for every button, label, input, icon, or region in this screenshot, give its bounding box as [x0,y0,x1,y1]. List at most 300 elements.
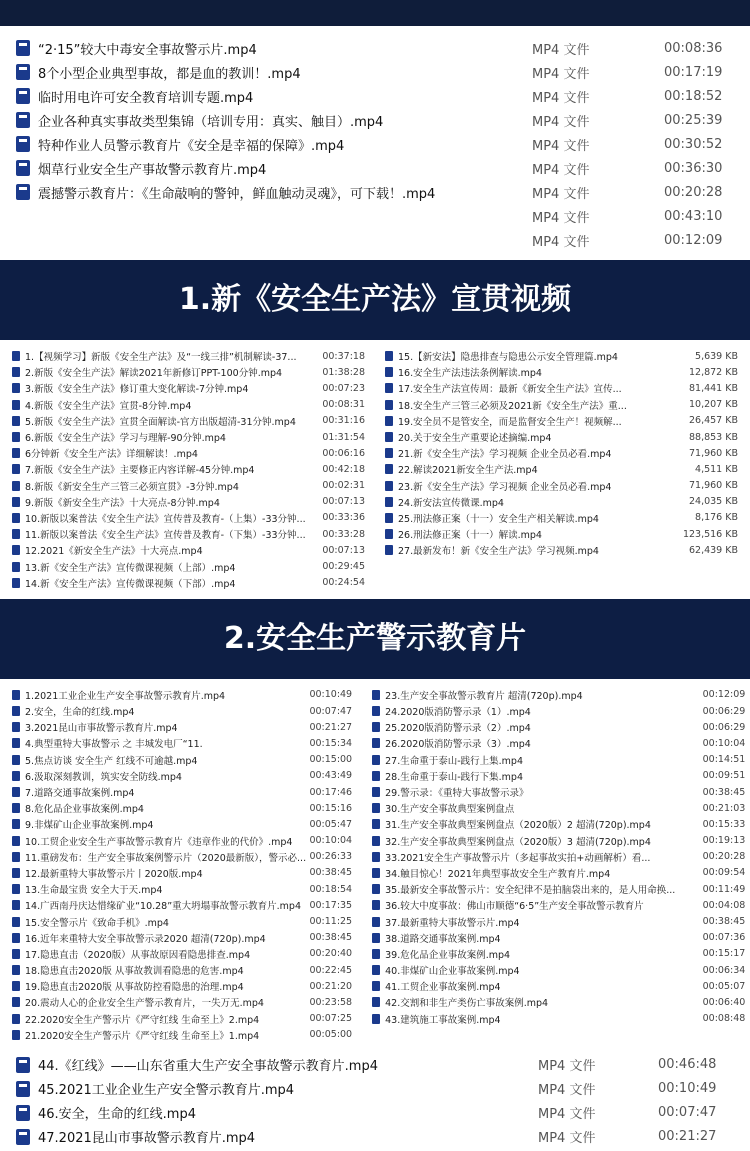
file-name: 4.新版《安全生产法》宣贯-8分钟.mp4 [25,400,192,412]
video-file-icon [12,481,20,491]
video-file-icon [372,771,380,781]
video-file-icon [12,545,20,555]
file-row[interactable] [372,735,745,751]
file-meta: 71,960 KB [688,480,738,492]
video-file-icon [385,367,393,377]
file-meta: 88,853 KB [688,431,738,443]
file-row[interactable] [12,510,365,526]
file-row[interactable] [12,397,365,413]
file-name: 烟草行业安全生产事故警示教育片.mp4 [38,162,267,178]
file-meta: 00:07:47 [309,705,353,717]
file-row[interactable] [385,397,738,413]
file-name: 8.危化品企业事故案例.mp4 [25,804,144,816]
file-meta: 01:38:28 [322,366,365,378]
file-duration: 00:20:28 [664,184,723,200]
file-type: MP4 文件 [538,1059,596,1075]
video-file-icon [16,1081,30,1097]
file-type: MP4 文件 [532,162,590,178]
video-file-icon [12,351,20,361]
file-meta: 00:15:00 [309,754,353,766]
file-row[interactable] [12,913,352,929]
file-meta: 71,960 KB [688,447,738,459]
file-row[interactable] [0,1077,750,1101]
file-row[interactable] [372,687,745,703]
video-file-icon [12,997,20,1007]
file-meta: 00:38:45 [702,786,746,798]
video-file-icon [12,868,20,878]
file-row[interactable] [372,881,745,897]
file-name: 4.典型重特大事故警示 之 丰城发电厂“11. [25,739,203,751]
file-meta: 00:37:18 [322,350,365,362]
file-row[interactable] [385,461,738,477]
video-file-icon [385,529,393,539]
file-row[interactable] [12,930,352,946]
file-name: 38.道路交通事故案例.mp4 [385,933,501,945]
file-name: 45.2021工业企业生产安全警示教育片.mp4 [38,1083,295,1099]
file-name: 44.《红线》——山东省重大生产安全事故警示教育片.mp4 [38,1059,378,1075]
file-meta: 00:29:45 [322,561,365,573]
file-name: 6.汲取深刻教训，筑实安全防线.mp4 [25,771,182,783]
video-file-icon [12,965,20,975]
file-row[interactable] [12,978,352,994]
file-meta: 00:14:51 [702,754,746,766]
file-row[interactable] [0,228,750,252]
file-name: 31.生产安全事故典型案例盘点（2020版）2 超清(720p).mp4 [385,820,651,832]
video-file-icon [12,836,20,846]
file-meta: 00:43:49 [309,770,353,782]
file-name: 8.新版《新安全生产三管三必须宣贯》-3分钟.mp4 [25,481,239,493]
file-name: 24.2020版消防警示录（1）.mp4 [385,707,531,719]
file-meta: 8,176 KB [695,512,738,524]
file-row[interactable] [372,719,745,735]
file-meta: 00:15:17 [702,948,746,960]
video-file-icon [12,513,20,523]
file-meta: 123,516 KB [682,528,738,540]
file-meta: 00:09:51 [702,770,746,782]
video-file-icon [16,112,30,128]
file-row[interactable] [385,526,738,542]
file-row[interactable] [0,204,750,228]
video-file-icon [372,949,380,959]
file-row[interactable] [372,946,745,962]
file-type: MP4 文件 [538,1107,596,1123]
file-name: 15.安全警示片《致命手机》.mp4 [25,917,169,929]
video-file-icon [372,722,380,732]
file-row[interactable] [12,703,352,719]
file-meta: 00:07:25 [309,1013,353,1025]
file-row[interactable] [12,897,352,913]
file-meta: 00:07:13 [322,544,365,556]
file-row[interactable] [12,849,352,865]
video-file-icon [12,787,20,797]
video-file-icon [12,803,20,813]
video-file-icon [16,1105,30,1121]
file-duration: 00:17:19 [664,64,723,80]
file-row[interactable] [372,752,745,768]
file-meta: 00:38:45 [309,932,353,944]
file-name: 23.生产安全事故警示教育片 超清(720p).mp4 [385,690,583,702]
file-name: 12.2021《新安全生产法》十大亮点.mp4 [25,546,203,558]
file-duration: 00:10:49 [658,1081,717,1097]
video-file-icon [372,690,380,700]
file-name: 27.最新发布！新《安全生产法》学习视频.mp4 [398,546,599,558]
file-row[interactable] [12,478,365,494]
video-file-icon [12,981,20,991]
file-meta: 62,439 KB [688,544,738,556]
file-name: 14.广西南丹庆达惜缘矿业“10.28”重大坍塌事故警示教育片.mp4 [25,901,301,913]
video-file-icon [385,545,393,555]
file-name: 40.非煤矿山企业事故案例.mp4 [385,966,520,978]
file-meta: 00:22:45 [309,964,353,976]
file-name: 34.触目惊心！2021年典型事故安全生产教育片.mp4 [385,868,611,880]
file-meta: 00:08:31 [322,399,365,411]
video-file-icon [12,1014,20,1024]
file-name: 10.新版以案普法《安全生产法》宣传普及教育-（上集）-33分钟... [25,513,306,525]
file-row[interactable] [385,494,738,510]
section1-right-column [385,348,738,591]
file-row[interactable] [12,735,352,751]
file-meta: 81,441 KB [688,382,738,394]
video-file-icon [12,367,20,377]
file-row[interactable] [0,84,750,108]
file-meta: 00:10:49 [309,689,353,701]
file-row[interactable] [385,429,738,445]
file-row[interactable] [385,348,738,364]
file-name: 16.近年来重特大安全事故警示录2020 超清(720p).mp4 [25,933,266,945]
video-file-icon [16,1129,30,1145]
file-row[interactable] [12,719,352,735]
file-duration: 00:18:52 [664,88,723,104]
video-file-icon [385,351,393,361]
file-name: 2.新版《安全生产法》解读2021年新修订PPT-100分钟.mp4 [25,368,283,380]
file-row[interactable] [372,865,745,881]
file-name: 14.新《安全生产法》宣传微课视频（下部）.mp4 [25,578,236,590]
video-file-icon [372,965,380,975]
file-name: 29.警示录：《重特大事故警示录》 [385,788,529,800]
file-name: 临时用电许可安全教育培训专题.mp4 [38,90,254,106]
video-file-icon [12,949,20,959]
file-meta: 00:05:00 [309,1029,353,1041]
bottom-file-list [0,1043,750,1149]
file-row[interactable] [12,364,365,380]
file-name: 33.2021安全生产事故警示片（多起事故实拍+动画解析）看... [385,852,651,864]
top-header-bar [0,0,750,26]
file-meta: 00:38:45 [309,867,353,879]
file-name: 10.工贸企业安全生产事故警示教育片《违章作业的代价》.mp4 [25,836,293,848]
file-row[interactable] [12,962,352,978]
file-row[interactable] [12,865,352,881]
file-meta: 00:10:04 [309,835,353,847]
file-row[interactable] [0,1125,750,1149]
video-file-icon [372,884,380,894]
file-meta: 5,639 KB [695,350,738,362]
file-row[interactable] [12,445,365,461]
file-row[interactable] [372,816,745,832]
video-file-icon [385,383,393,393]
video-file-icon [16,64,30,80]
file-meta: 00:18:54 [309,883,353,895]
file-name: 17.隐患直击（2020版）从事故原因看隐患排查.mp4 [25,949,251,961]
file-row[interactable] [385,364,738,380]
file-meta: 01:31:54 [322,431,365,443]
video-file-icon [12,706,20,716]
video-file-icon [372,755,380,765]
video-file-icon [385,497,393,507]
file-row[interactable] [0,60,750,84]
section2-file-list [0,679,750,1043]
file-meta: 00:15:34 [309,737,353,749]
file-name: 23.新《安全生产法》学习视频 企业全员必看.mp4 [398,481,612,493]
file-name: 41.工贸企业事故案例.mp4 [385,982,501,994]
file-row[interactable] [0,1101,750,1125]
file-name: 17.安全生产法宣传周：最新《新安全生产法》宣传... [398,384,622,396]
file-row[interactable] [12,816,352,832]
video-file-icon [12,884,20,894]
file-row[interactable] [372,849,745,865]
video-file-icon [372,981,380,991]
file-row[interactable] [12,348,365,364]
file-row[interactable] [12,575,365,591]
file-row[interactable] [372,800,745,816]
file-duration: 00:25:39 [664,112,723,128]
file-meta: 00:09:54 [702,867,746,879]
file-duration: 00:46:48 [658,1057,717,1073]
video-file-icon [385,416,393,426]
file-type: MP4 文件 [532,234,590,250]
file-name: 12.最新重特大事故警示片丨2020版.mp4 [25,868,203,880]
file-row[interactable] [12,380,365,396]
file-row[interactable] [0,1053,750,1077]
file-meta: 00:06:29 [702,705,746,717]
file-row[interactable] [12,687,352,703]
file-name: 35.最新安全事故警示片：安全纪律不是拍脑袋出来的，是人用命换... [385,885,676,897]
file-row[interactable] [12,542,365,558]
file-meta: 00:02:31 [322,480,365,492]
file-meta: 00:10:04 [702,737,746,749]
file-meta: 00:08:48 [702,1013,746,1025]
file-row[interactable] [372,784,745,800]
file-name: 5.焦点访谈 安全生产 红线不可逾越.mp4 [25,755,198,767]
file-duration: 00:21:27 [658,1129,717,1145]
video-file-icon [385,464,393,474]
file-row[interactable] [12,752,352,768]
file-name: 3.新版《安全生产法》修订重大变化解读-7分钟.mp4 [25,384,249,396]
video-file-icon [12,738,20,748]
file-row[interactable] [372,930,745,946]
file-name: 企业各种真实事故类型集锦（培训专用：真实、触目）.mp4 [38,114,384,130]
file-meta: 00:11:49 [702,883,746,895]
video-file-icon [12,900,20,910]
file-row[interactable] [0,156,750,180]
file-name: 13.新《安全生产法》宣传微课视频（上部）.mp4 [25,562,236,574]
file-duration: 00:30:52 [664,136,723,152]
file-name: 42.交割和非生产类伤亡事故案例.mp4 [385,998,549,1010]
file-name: 3.2021昆山市事故警示教育片.mp4 [25,723,178,735]
video-file-icon [16,40,30,56]
file-type: MP4 文件 [532,66,590,82]
file-row[interactable] [0,132,750,156]
file-name: 震撼警示教育片：《生命敲响的警钟，鲜血触动灵魂》，可下载！.mp4 [38,186,436,202]
video-file-icon [12,383,20,393]
file-type: MP4 文件 [532,186,590,202]
file-row[interactable] [12,1027,352,1043]
file-meta: 00:06:34 [702,964,746,976]
video-file-icon [12,1030,20,1040]
file-meta: 12,872 KB [688,366,738,378]
video-file-icon [372,706,380,716]
file-name: 1.2021工业企业生产安全事故警示教育片.mp4 [25,690,226,702]
video-file-icon [372,900,380,910]
file-name: 46.安全，生命的红线.mp4 [38,1107,196,1123]
file-meta: 00:07:36 [702,932,746,944]
file-name: 20.震动人心的企业安全生产警示教育片，一失万无.mp4 [25,998,264,1010]
video-file-icon [16,208,30,224]
video-file-icon [12,819,20,829]
file-row[interactable] [372,913,745,929]
file-row[interactable] [0,180,750,204]
file-row[interactable] [12,800,352,816]
file-type: MP4 文件 [532,210,590,226]
file-meta: 00:21:27 [309,721,353,733]
file-row[interactable] [372,994,745,1010]
file-name: 19.安全员不是管安全，而是监督安全生产！视频解... [398,416,622,428]
file-row[interactable] [12,1011,352,1027]
video-file-icon [372,819,380,829]
video-file-icon [12,448,20,458]
file-row[interactable] [385,380,738,396]
video-file-icon [12,497,20,507]
file-meta: 00:17:46 [309,786,353,798]
file-type: MP4 文件 [538,1131,596,1147]
file-meta: 10,207 KB [688,399,738,411]
file-row[interactable] [372,978,745,994]
file-name: 5.新版《安全生产法》宣贯全面解读-官方出版超清-31分钟.mp4 [25,416,296,428]
video-file-icon [12,578,20,588]
file-meta: 24,035 KB [688,496,738,508]
file-row[interactable] [12,784,352,800]
file-row[interactable] [0,36,750,60]
file-name: 6分钟新《安全生产法》详细解读！.mp4 [25,449,198,461]
video-file-icon [16,160,30,176]
section2-banner: 2.安全生产警示教育片 [0,599,750,679]
video-file-icon [12,755,20,765]
file-row[interactable] [372,833,745,849]
video-file-icon [16,88,30,104]
video-file-icon [372,852,380,862]
file-name: 9.新版《新安全生产法》十大亮点-8分钟.mp4 [25,497,220,509]
file-row[interactable] [12,833,352,849]
file-name: 22.2020安全生产警示片《严守红线 生命至上》2.mp4 [25,1014,260,1026]
file-row[interactable] [372,1011,745,1027]
file-row[interactable] [385,510,738,526]
file-duration: 00:36:30 [664,160,723,176]
file-type: MP4 文件 [532,90,590,106]
file-row[interactable] [12,994,352,1010]
file-row[interactable] [12,413,365,429]
video-file-icon [16,232,30,248]
file-row[interactable] [372,703,745,719]
file-row[interactable] [12,881,352,897]
video-file-icon [12,464,20,474]
file-duration: 00:12:09 [664,232,723,248]
video-file-icon [16,136,30,152]
video-file-icon [12,562,20,572]
file-name: 36.较大中度事故：佛山市顺德“6·5”生产安全事故警示教育片 [385,901,644,913]
video-file-icon [385,400,393,410]
file-name: 21.2020安全生产警示片《严守红线 生命至上》1.mp4 [25,1030,260,1042]
file-row[interactable] [372,897,745,913]
file-meta: 00:06:29 [702,721,746,733]
video-file-icon [372,738,380,748]
file-type: MP4 文件 [538,1083,596,1099]
file-meta: 00:06:16 [322,447,365,459]
file-name: 16.安全生产法违法条例解读.mp4 [398,368,542,380]
file-name: 37.最新重特大事故警示片.mp4 [385,917,520,929]
file-row[interactable] [12,558,365,574]
file-row[interactable] [385,445,738,461]
file-row[interactable] [12,946,352,962]
file-meta: 00:20:40 [309,948,353,960]
file-row[interactable] [0,108,750,132]
file-row[interactable] [385,478,738,494]
section1-left-column [12,348,365,591]
file-name: 47.2021昆山市事故警示教育片.mp4 [38,1131,256,1147]
file-name: 30.生产安全事故典型案例盘点 [385,804,515,816]
file-name: 25.刑法修正案（十一）安全生产相关解读.mp4 [398,513,599,525]
file-row[interactable] [12,494,365,510]
file-meta: 00:17:35 [309,899,353,911]
video-file-icon [372,787,380,797]
file-name: 6.新版《安全生产法》学习与理解-90分钟.mp4 [25,433,226,445]
video-file-icon [372,803,380,813]
file-meta: 00:20:28 [702,851,746,863]
file-name: 11.新版以案普法《安全生产法》宣传普及教育-（下集）-33分钟... [25,530,306,542]
file-meta: 00:11:25 [309,916,353,928]
file-row[interactable] [12,429,365,445]
file-row[interactable] [372,962,745,978]
video-file-icon [16,184,30,200]
file-name: “2·15”较大中毒安全事故警示片.mp4 [38,42,257,58]
section2-left-column [12,687,352,1043]
file-row[interactable] [12,526,365,542]
file-name: 特种作业人员警示教育片《安全是幸福的保障》.mp4 [38,138,345,154]
file-name: 9.非煤矿山企业事故案例.mp4 [25,820,154,832]
video-file-icon [12,917,20,927]
video-file-icon [12,722,20,732]
file-name: 24.新安法宣传微课.mp4 [398,497,504,509]
video-file-icon [372,933,380,943]
file-meta: 00:04:08 [702,899,746,911]
video-file-icon [372,917,380,927]
file-name: 8个小型企业典型事故，都是血的教训！.mp4 [38,66,301,82]
file-row[interactable] [385,542,738,558]
file-name: 26.刑法修正案（十一）解读.mp4 [398,530,542,542]
file-name: 27.生命重于泰山-践行上集.mp4 [385,755,523,767]
file-row[interactable] [12,461,365,477]
file-row[interactable] [12,768,352,784]
file-name: 20.关于安全生产重要论述摘编.mp4 [398,433,552,445]
file-name: 43.建筑施工事故案例.mp4 [385,1014,501,1026]
file-meta: 00:21:03 [702,802,746,814]
file-meta: 00:19:13 [702,835,746,847]
video-file-icon [385,481,393,491]
file-row[interactable] [385,413,738,429]
file-row[interactable] [372,768,745,784]
file-meta: 00:12:09 [702,689,746,701]
file-name: 7.新版《安全生产法》主要修正内容详解-45分钟.mp4 [25,465,255,477]
file-meta: 26,457 KB [688,415,738,427]
file-name: 15.【新安法】隐患排查与隐患公示安全管理篇.mp4 [398,352,618,364]
